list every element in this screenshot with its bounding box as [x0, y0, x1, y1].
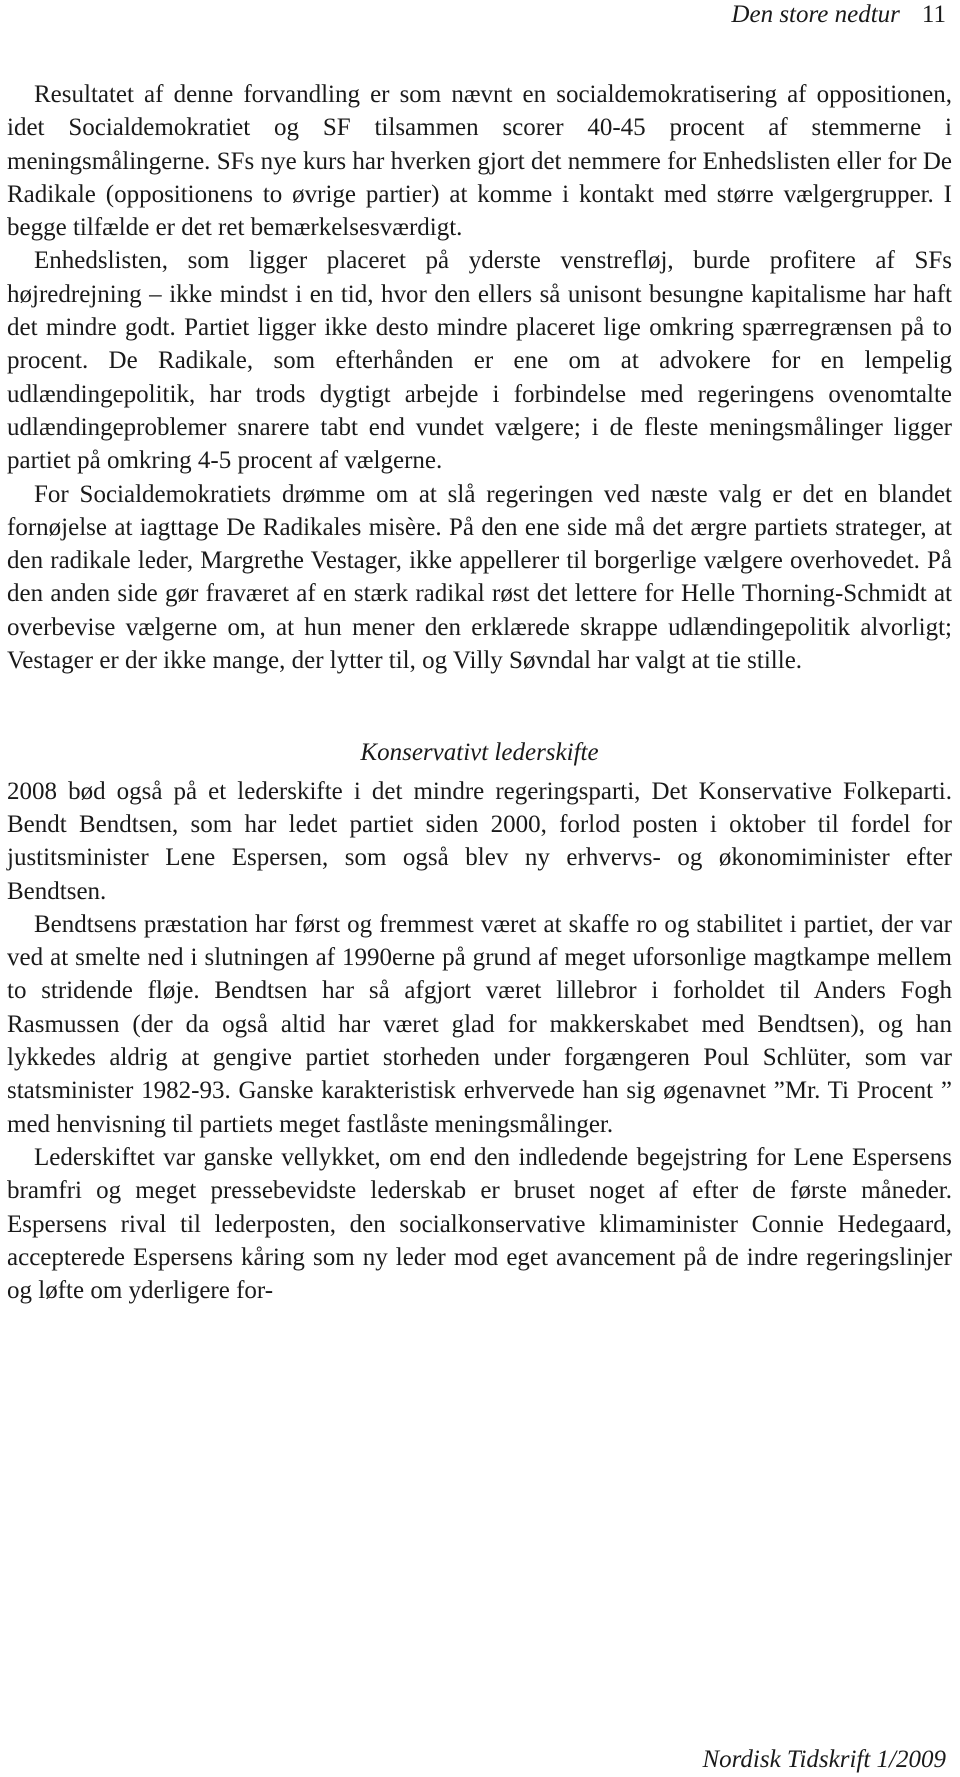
body-paragraph: Bendtsens præstation har først og fremmest været at skaffe ro og stabilitet i partiet, der var ved at smelte ned i slutningen af 1990erne på grund af meget uforsonlige magtkampe mellem to stridende fløje. Bendtsen har så afgjort været lillebror i forholdet til Anders Fogh Rasmussen (der da også altid har været glad for makkerskabet med Bendtsen), og han lykkedes aldrig at gengive partiet storheden under forgængeren Poul Schlüter, som var statsminister 1982-93. Ganske karakteristisk erhvervede han sig øgenavnet ”Mr. Ti Procent ” med henvisning til partiets meget fastlåste meningsmålinger.	[7, 910, 952, 1138]
body-paragraph: Resultatet af denne forvandling er som nævnt en socialdemokratisering af oppositionen, idet Socialdemokratiet og SF tilsammen scorer 40-45 procent af stemmerne i meningsmålingerne. SFs nye kurs har hverken gjort det nemmere for Enhedslisten eller for De Radikale (oppositionens to øvrige partier) at komme i kontakt med større vælgergrupper. I begge tilfælde er det ret bemærkelsesværdigt.	[7, 81, 952, 242]
running-head	[731, 0, 946, 30]
body-paragraph: For Socialdemokratiets drømme om at slå regeringen ved næste valg er det en blandet fornøjelse at iagttage De Radikales misère. På den ene side må det ærgre partiets strateger, at den radikale leder, Margrethe Vestager, ikke appellerer til borgerlige vælgere overhovedet. På den anden side gør fraværet af en stærk radikal røst det lettere for Helle Thorning-Schmidt at overbevise vælgerne om, at hun mener den erklærede skrappe udlændingepolitik alvorligt; Vestager er der ikke mange, der lytter til, og Villy Søvndal har valgt at tie stille.	[7, 480, 952, 675]
article-body	[7, 78, 952, 1307]
page-number: 11	[921, 1, 946, 28]
body-paragraph: Lederskiftet var ganske vellykket, om end den indledende begejstring for Lene Espersens bramfri og meget pressebevidste lederskab er bruset noget af efter de første måneder. Espersens rival til lederposten, den socialkonservative klimaminister Connie Hedegaard, accepterede Espersens kåring som ny leder mod eget avancement på de indre regeringslinjer og løfte om yderligere for-	[7, 1143, 952, 1305]
body-paragraph: Enhedslisten, som ligger placeret på yderste venstrefløj, burde profitere af SFs højredrejning – ikke mindst i en tid, hvor den ellers så unisont besungne kapitalisme har haft det mindre godt. Partiet ligger ikke desto mindre placeret lige omkring spærregrænsen på to procent. De Radikale, som efterhånden er ene om at advokere for en lempelig udlændingepolitik, har trods dygtigt arbejde i forbindelse med regeringens ovenomtalte udlændingeproblemer snarere tabt end vundet vælgere; i de fleste meningsmålinger ligger partiet på omkring 4-5 procent af vælgerne.	[7, 247, 952, 475]
running-head-title: Den store nedtur	[731, 1, 900, 28]
body-paragraph: 2008 bød også på et lederskifte i det mindre regeringsparti, Det Konservative Folkeparti. Bendt Bendtsen, som har ledet partiet siden 2000, forlod posten i oktober til fordel for justitsminister Lene Espersen, som også blev ny erhvervs- og økonomiminister efter Bendtsen.	[7, 777, 952, 905]
section-heading: Konservativt lederskifte	[360, 739, 599, 767]
running-foot: Nordisk Tidskrift 1/2009	[702, 1746, 946, 1773]
